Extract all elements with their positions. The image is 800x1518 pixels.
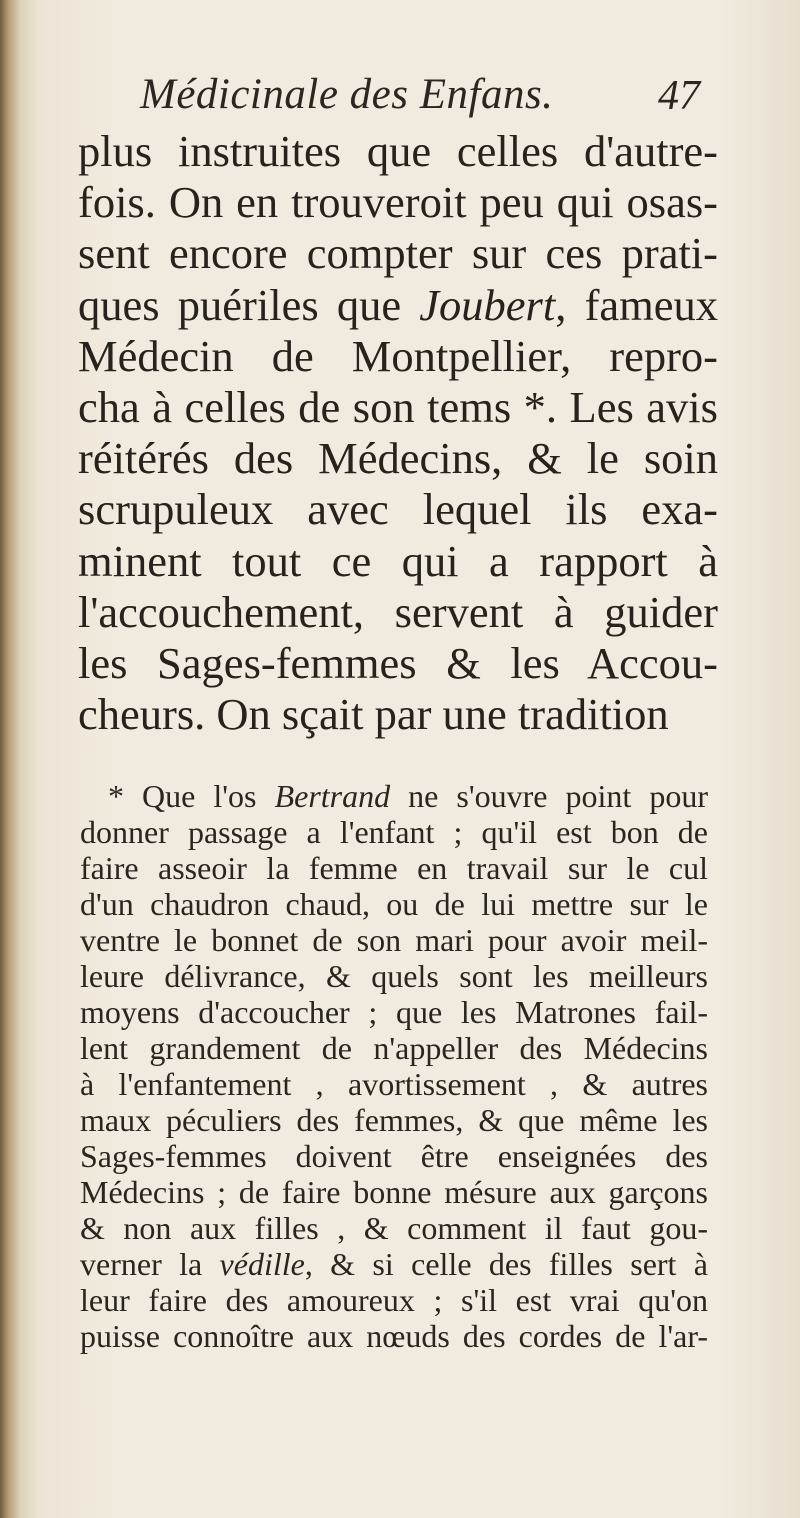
footnote-line: leur faire des amoureux ; s'il est vrai qu'on [80,1282,708,1318]
footnote-line: faire asseoir la femme en travail sur le cul [80,850,708,886]
footnote-line [80,778,708,814]
footnote-line: Sages-femmes doivent être enseignées des [80,1138,708,1174]
page-number: 47 [658,73,700,119]
body-line: fois. On en trouveroit peu qui osas- [78,177,718,228]
body-text [78,126,718,740]
body-line: scrupuleux avec lequel ils exa- [78,484,718,535]
page-header [140,70,720,130]
footnote-line: maux péculiers des femmes, & que même les [80,1102,708,1138]
footnote-line: ventre le bonnet de son mari pour avoir meil- [80,922,708,958]
body-line-text: , fameux [555,279,718,330]
footnote-italic-word: védille [219,1246,305,1282]
running-title: Médicinale des Enfans. [140,71,554,118]
body-line: Médecin de Montpellier, repro- [78,330,718,381]
body-line: minent tout ce qui a rapport à [78,535,718,586]
footnote-line: à l'enfantement , avortissement , & autres [80,1066,708,1102]
footnote-line [80,1246,708,1282]
footnote-line: Médecins ; de faire bonne mésure aux garçons [80,1174,708,1210]
body-line: cheurs. On sçait par une tradition [78,689,669,740]
body-line: réitérés des Médecins, & le soin [78,433,718,484]
body-line-text: ques puériles que [78,279,420,330]
body-line: cha à celles de son tems *. Les avis [78,382,718,433]
footnote-line: leure délivrance, & quels sont les meilleurs [80,958,708,994]
footnote-line: & non aux filles , & comment il faut gou- [80,1210,708,1246]
footnote-italic-name: Bertrand [274,778,391,814]
footnote-text: ne s'ouvre point pour [390,778,709,814]
footnote-text: verner la [80,1246,220,1282]
footnote-line: donner passage a l'enfant ; qu'il est bon de [80,814,708,850]
body-line: l'accouchement, servent à guider [78,586,718,637]
footnote-line: d'un chaudron chaud, ou de lui mettre sur le [80,886,708,922]
author-name: Joubert [419,279,556,330]
footnote [80,778,708,1354]
body-line: sent encore compter sur ces prati- [78,228,718,279]
body-line: plus instruites que celles d'autre- [78,126,718,176]
footnote-text: * Que l'os [108,778,275,814]
footnote-line: moyens d'accoucher ; que les Matrones fail- [80,994,708,1030]
footnote-line: puisse connoître aux nœuds des cordes de l'ar- [80,1318,708,1354]
body-line [78,280,718,331]
footnote-text: , & si celle des filles sert à [304,1246,708,1282]
footnote-line: lent grandement de n'appeller des Médecins [80,1030,708,1066]
body-line: les Sages-femmes & les Accou- [78,638,718,689]
